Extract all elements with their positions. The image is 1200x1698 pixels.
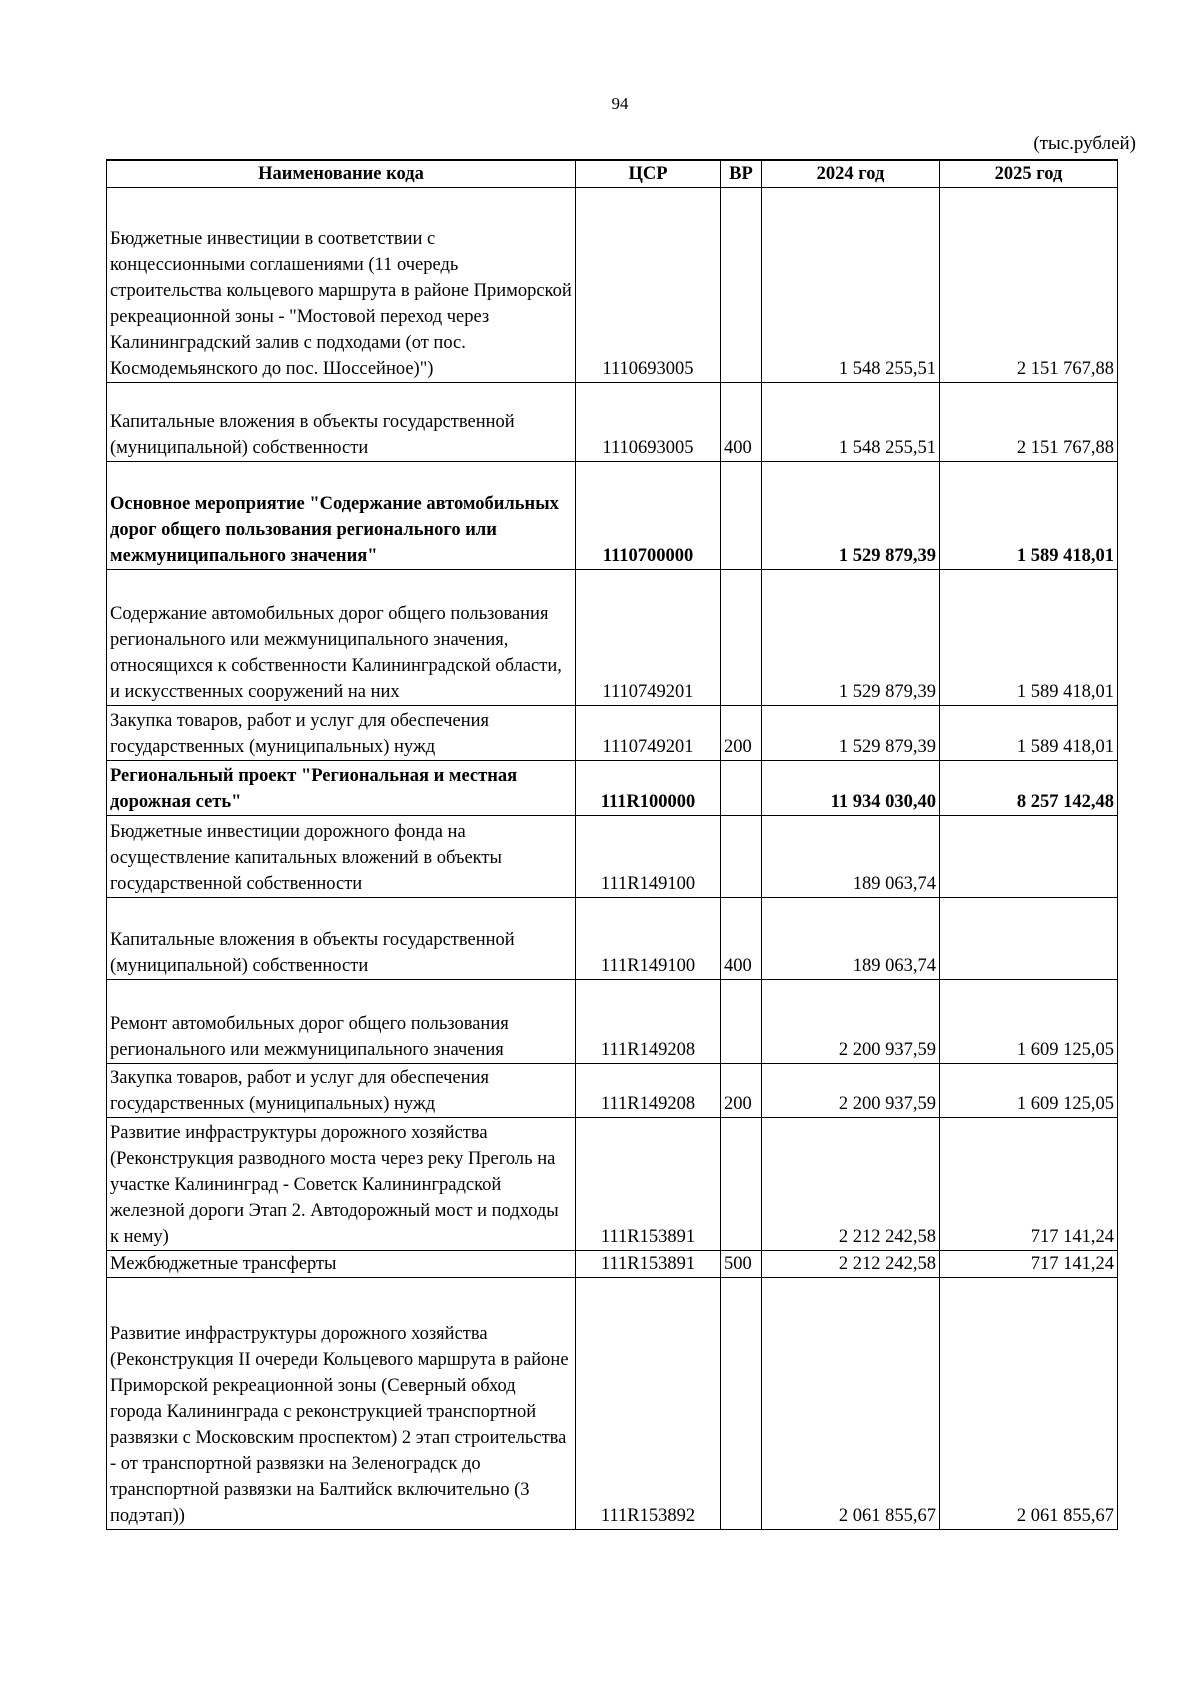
row-vr: [721, 462, 762, 570]
row-csr: 1110700000: [576, 462, 721, 570]
table-header-row: [107, 160, 1118, 188]
row-csr: 1110693005: [576, 383, 721, 462]
row-vr: [721, 188, 762, 383]
row-2025: 8 257 142,48: [940, 761, 1118, 816]
table-row: [107, 462, 1118, 570]
row-2025: [940, 816, 1118, 898]
row-2024: 1 548 255,51: [762, 383, 940, 462]
row-2024: 1 529 879,39: [762, 462, 940, 570]
row-2024: 189 063,74: [762, 898, 940, 980]
table-row: [107, 1064, 1118, 1118]
table-row: [107, 188, 1118, 383]
row-vr: 200: [721, 706, 762, 761]
row-csr: 111R153891: [576, 1251, 721, 1278]
row-vr: [721, 1278, 762, 1530]
row-vr: [721, 1118, 762, 1251]
row-vr: 400: [721, 898, 762, 980]
row-vr: 200: [721, 1064, 762, 1118]
row-name: Региональный проект "Региональная и местная дорожная сеть": [107, 761, 576, 816]
row-2024: 2 200 937,59: [762, 980, 940, 1064]
row-vr: 500: [721, 1251, 762, 1278]
row-name: Содержание автомобильных дорог общего пользования регионального или межмуниципального значения, относящихся к собственности Калининградской области, и искусственных сооружений на них: [107, 570, 576, 706]
row-name: Закупка товаров, работ и услуг для обеспечения государственных (муниципальных) нужд: [107, 706, 576, 761]
row-2025: 717 141,24: [940, 1118, 1118, 1251]
row-vr: 400: [721, 383, 762, 462]
row-2024: 1 529 879,39: [762, 706, 940, 761]
row-2025: 1 589 418,01: [940, 462, 1118, 570]
row-vr: [721, 761, 762, 816]
row-vr: [721, 980, 762, 1064]
row-csr: 111R149208: [576, 1064, 721, 1118]
row-2024: 1 529 879,39: [762, 570, 940, 706]
budget-table: [106, 159, 1118, 1530]
table-row: [107, 383, 1118, 462]
row-2025: 1 589 418,01: [940, 706, 1118, 761]
row-vr: [721, 816, 762, 898]
row-2024: 2 061 855,67: [762, 1278, 940, 1530]
page-number: 94: [611, 94, 629, 113]
header-vr: ВР: [721, 160, 762, 188]
row-2024: 2 200 937,59: [762, 1064, 940, 1118]
row-2025: 2 151 767,88: [940, 188, 1118, 383]
row-vr: [721, 570, 762, 706]
row-csr: 111R153892: [576, 1278, 721, 1530]
row-name: Закупка товаров, работ и услуг для обеспечения государственных (муниципальных) нужд: [107, 1064, 576, 1118]
table-row: [107, 898, 1118, 980]
row-csr: 1110693005: [576, 188, 721, 383]
header-csr: ЦСР: [576, 160, 721, 188]
units-label: (тыс.рублей): [1033, 133, 1136, 154]
row-2024: 189 063,74: [762, 816, 940, 898]
row-2024: 1 548 255,51: [762, 188, 940, 383]
table-row: [107, 761, 1118, 816]
row-name: Бюджетные инвестиции в соответствии с концессионными соглашениями (11 очередь строительства кольцевого маршрута в районе Приморской рекреационной зоны - "Мостовой переход через Калининградский залив с подходами (от пос. Космодемьянского до пос. Шоссейное)"): [110, 229, 572, 379]
row-2025: [940, 898, 1118, 980]
row-2024: 2 212 242,58: [762, 1118, 940, 1251]
row-csr: 111R149208: [576, 980, 721, 1064]
row-csr: 111R149100: [576, 898, 721, 980]
row-name: Ремонт автомобильных дорог общего пользования регионального или межмуниципального значения: [107, 980, 576, 1064]
row-name: Капитальные вложения в объекты государственной (муниципальной) собственности: [107, 383, 576, 462]
row-csr: 111R153891: [576, 1118, 721, 1251]
row-csr: 1110749201: [576, 706, 721, 761]
row-name: Капитальные вложения в объекты государственной (муниципальной) собственности: [107, 898, 576, 980]
table-row: [107, 1118, 1118, 1251]
row-2025: 2 061 855,67: [940, 1278, 1118, 1530]
row-name: Развитие инфраструктуры дорожного хозяйства (Реконструкция разводного моста через реку Преголь на участке Калининград - Советск Калининградской железной дороги Этап 2. Автодорожный мост и подходы к нему): [107, 1118, 576, 1251]
table-row: [107, 816, 1118, 898]
table-row: [107, 1251, 1118, 1278]
row-name: Развитие инфраструктуры дорожного хозяйства (Реконструкция II очереди Кольцевого маршрута в районе Приморской рекреационной зоны (Северный обход города Калининграда с реконструкцией транспортной развязки с Московским проспектом) 2 этап строительства - от транспортной развязки на Зеленоградск до транспортной развязки на Балтийск включительно (3 подэтап)): [107, 1278, 576, 1530]
table-row: [107, 706, 1118, 761]
row-name: Бюджетные инвестиции дорожного фонда на осуществление капитальных вложений в объекты государственной собственности: [107, 816, 576, 898]
row-2025: 2 151 767,88: [940, 383, 1118, 462]
table-row: [107, 980, 1118, 1064]
row-csr: 1110749201: [576, 570, 721, 706]
row-2024: 11 934 030,40: [762, 761, 940, 816]
row-2025: 717 141,24: [940, 1251, 1118, 1278]
table-row: [107, 570, 1118, 706]
header-2025: 2025 год: [940, 160, 1118, 188]
row-csr: 111R100000: [576, 761, 721, 816]
row-2025: 1 609 125,05: [940, 980, 1118, 1064]
row-name: Основное мероприятие "Содержание автомобильных дорог общего пользования регионального или межмуниципального значения": [107, 462, 576, 570]
header-2024: 2024 год: [762, 160, 940, 188]
row-name: Межбюджетные трансферты: [107, 1251, 576, 1278]
row-2024: 2 212 242,58: [762, 1251, 940, 1278]
table-row: [107, 1278, 1118, 1530]
row-2025: 1 609 125,05: [940, 1064, 1118, 1118]
row-2025: 1 589 418,01: [940, 570, 1118, 706]
row-csr: 111R149100: [576, 816, 721, 898]
header-name: Наименование кода: [107, 160, 576, 188]
